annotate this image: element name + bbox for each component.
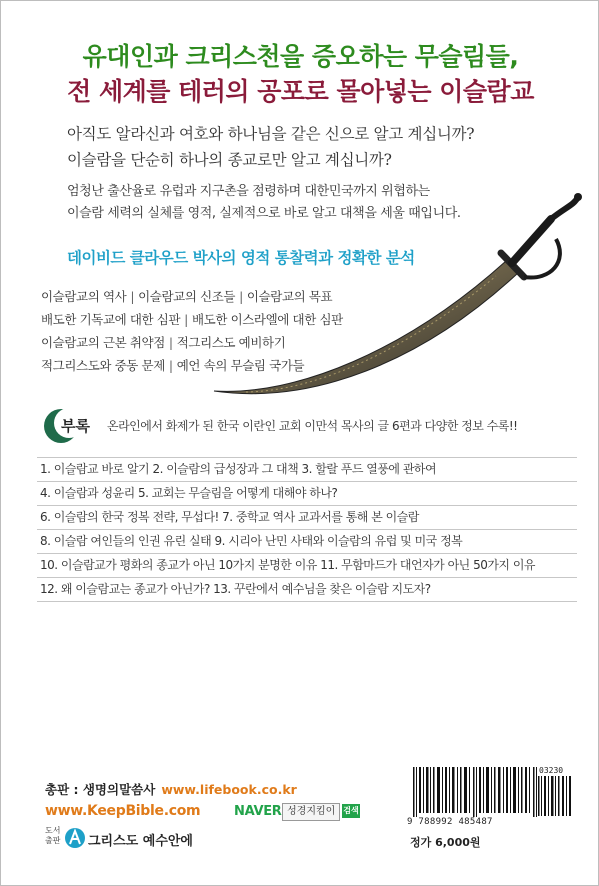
- barcode-addon-digits: 03230: [539, 766, 564, 775]
- appendix-label: 부록: [61, 417, 90, 435]
- topics-list: [41, 288, 343, 380]
- list-item: 6. 이슬람의 한국 정복 전략, 무섭다! 7. 중학교 역사 교과서를 통해 본 이슬람: [37, 506, 577, 530]
- intro-line-1: 엄청난 출산율로 유럽과 지구촌을 점령하며 대한민국까지 위협하는: [67, 184, 430, 199]
- question-2: 이슬람을 단순히 하나의 종교로만 알고 계십니까?: [67, 151, 392, 169]
- list-item: 1. 이슬람교 바로 알기 2. 이슬람의 급성장과 그 대책 3. 할랄 푸드 열풍에 관하여: [37, 458, 577, 482]
- addon-barcode: [537, 776, 573, 816]
- isbn-number: 9 788992 485487: [407, 817, 493, 827]
- question-1: 아직도 알라신과 여호와 하나님을 같은 신으로 알고 계십니까?: [67, 125, 475, 143]
- imprint-small-label: 도서출판: [45, 826, 61, 845]
- topic-item: 이슬람교의 근본 취약점: [41, 335, 165, 350]
- distributor-label: 총판 : 생명의말씀사: [45, 782, 156, 797]
- topics-row: 적그리스도와 중동 문제 | 예언 속의 무슬림 국가들: [41, 358, 305, 373]
- list-item: 10. 이슬람교가 평화의 종교가 아닌 10가지 분명한 이유 11. 무함마드가 대언자가 아닌 50가지 이유: [37, 554, 577, 578]
- topic-item: 배도한 이스라엘에 대한 심판: [191, 312, 343, 327]
- topics-row: 이슬람교의 근본 취약점 | 적그리스도 예비하기: [41, 335, 286, 350]
- appendix-description: 온라인에서 화제가 된 한국 이란인 교회 이만석 목사의 글 6편과 다양한 정보 수록!!: [107, 419, 518, 433]
- topic-item: 이슬람교의 목표: [246, 289, 333, 304]
- subheading: 데이비드 클라우드 박사의 영적 통찰력과 정확한 분석: [67, 249, 415, 267]
- headline-line-1: 유대인과 크리스천을 증오하는 무슬림들,: [82, 42, 519, 71]
- appendix-header: [43, 406, 573, 446]
- imprint-logo-icon: [64, 827, 86, 849]
- topics-row: 이슬람교의 역사 | 이슬람교의 신조들 | 이슬람교의 목표: [41, 289, 333, 304]
- list-item: 4. 이슬람과 성윤리 5. 교회는 무슬림을 어떻게 대해야 하나?: [37, 482, 577, 506]
- list-item: 8. 이슬람 여인들의 인권 유린 실태 9. 시리아 난민 사태와 이슬람의 유럽 및 미국 정복: [37, 530, 577, 554]
- intro-line-2: 이슬람 세력의 실체를 영적, 실제적으로 바로 알고 대책을 세울 때입니다.: [67, 206, 461, 221]
- topic-item: 이슬람교의 신조들: [138, 289, 236, 304]
- topics-row: 배도한 기독교에 대한 심판 | 배도한 이스라엘에 대한 심판: [41, 312, 343, 327]
- list-item: 12. 왜 이슬람교는 종교가 아닌가? 13. 꾸란에서 예수님을 찾은 이슬람 지도자?: [37, 578, 577, 602]
- topic-item: 이슬람교의 역사: [41, 289, 127, 304]
- naver-search-box[interactable]: 성경지킴이: [282, 803, 340, 821]
- topic-item: 적그리스도 예비하기: [176, 335, 286, 350]
- headline-line-2: 전 세계를 테러의 공포로 몰아넣는 이슬람교: [67, 77, 534, 106]
- topic-item: 배도한 기독교에 대한 심판: [41, 312, 181, 327]
- price-label: 정가 6,000원: [410, 836, 481, 849]
- appendix-list: [37, 457, 577, 602]
- topic-item: 예언 속의 무슬림 국가들: [176, 358, 305, 373]
- naver-search-button[interactable]: 검색: [342, 804, 360, 818]
- lifebook-link[interactable]: www.lifebook.co.kr: [161, 782, 297, 797]
- topic-item: 적그리스도와 중동 문제: [41, 358, 165, 373]
- publisher-line: [45, 780, 297, 798]
- naver-logo: NAVER: [234, 804, 282, 819]
- keepbible-link[interactable]: www.KeepBible.com: [45, 803, 201, 819]
- imprint-name: 그리스도 예수안에: [88, 834, 193, 849]
- isbn-barcode: [411, 767, 541, 817]
